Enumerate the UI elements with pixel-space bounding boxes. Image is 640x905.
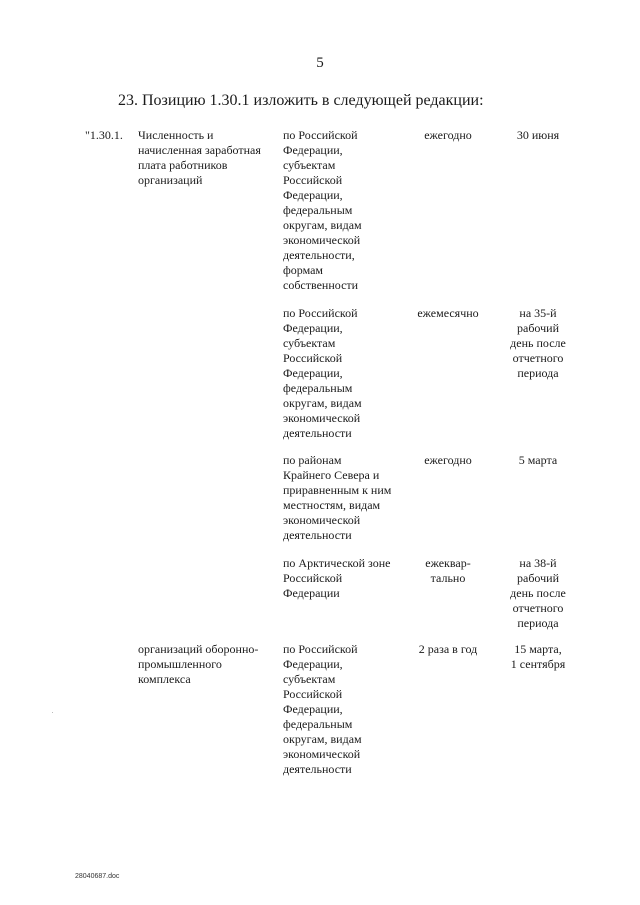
row-4-breakdown: по Арктической зоне Российской Федерации	[283, 556, 391, 600]
document-filename: 28040687.doc	[75, 873, 120, 880]
row-5-breakdown: по Российской Федерации, субъектам Российской Федерации, федеральным округам, видам экономической деятельности	[283, 642, 362, 776]
row-1-due-date: 30 июня	[516, 128, 560, 142]
section-heading: 23. Позицию 1.30.1 изложить в следующей редакции:	[118, 92, 484, 109]
scan-speck	[52, 712, 53, 713]
row-5-indicator: организаций оборонно- промышленного комплекса	[138, 642, 259, 686]
row-1-indicator: Численность и начисленная заработная плата работников организаций	[138, 128, 261, 187]
row-3-breakdown: по районам Крайнего Севера и приравненным к ним местностям, видам экономической деятельности	[283, 453, 392, 542]
row-2-periodicity: ежемесячно	[417, 306, 479, 320]
row-1-periodicity: ежегодно	[424, 128, 472, 142]
row-4-due-date: на 38-й рабочий день после отчетного периода	[510, 556, 566, 630]
row-5-due-date: 15 марта, 1 сентября	[510, 642, 566, 671]
row-2-breakdown: по Российской Федерации, субъектам Российской Федерации, федеральным округам, видам экономической деятельности	[283, 306, 362, 440]
row-3-periodicity: ежегодно	[424, 453, 472, 467]
row-4-periodicity: ежеквар- тально	[425, 556, 471, 585]
position-code: "1.30.1.	[85, 128, 123, 142]
row-1-breakdown: по Российской Федерации, субъектам Российской Федерации, федеральным округам, видам экономической деятельности, формам собственности	[283, 128, 362, 292]
page-number: 5	[316, 55, 324, 71]
row-5-periodicity: 2 раза в год	[418, 642, 478, 656]
row-3-due-date: 5 марта	[518, 453, 558, 467]
row-2-due-date: на 35-й рабочий день после отчетного периода	[510, 306, 566, 380]
